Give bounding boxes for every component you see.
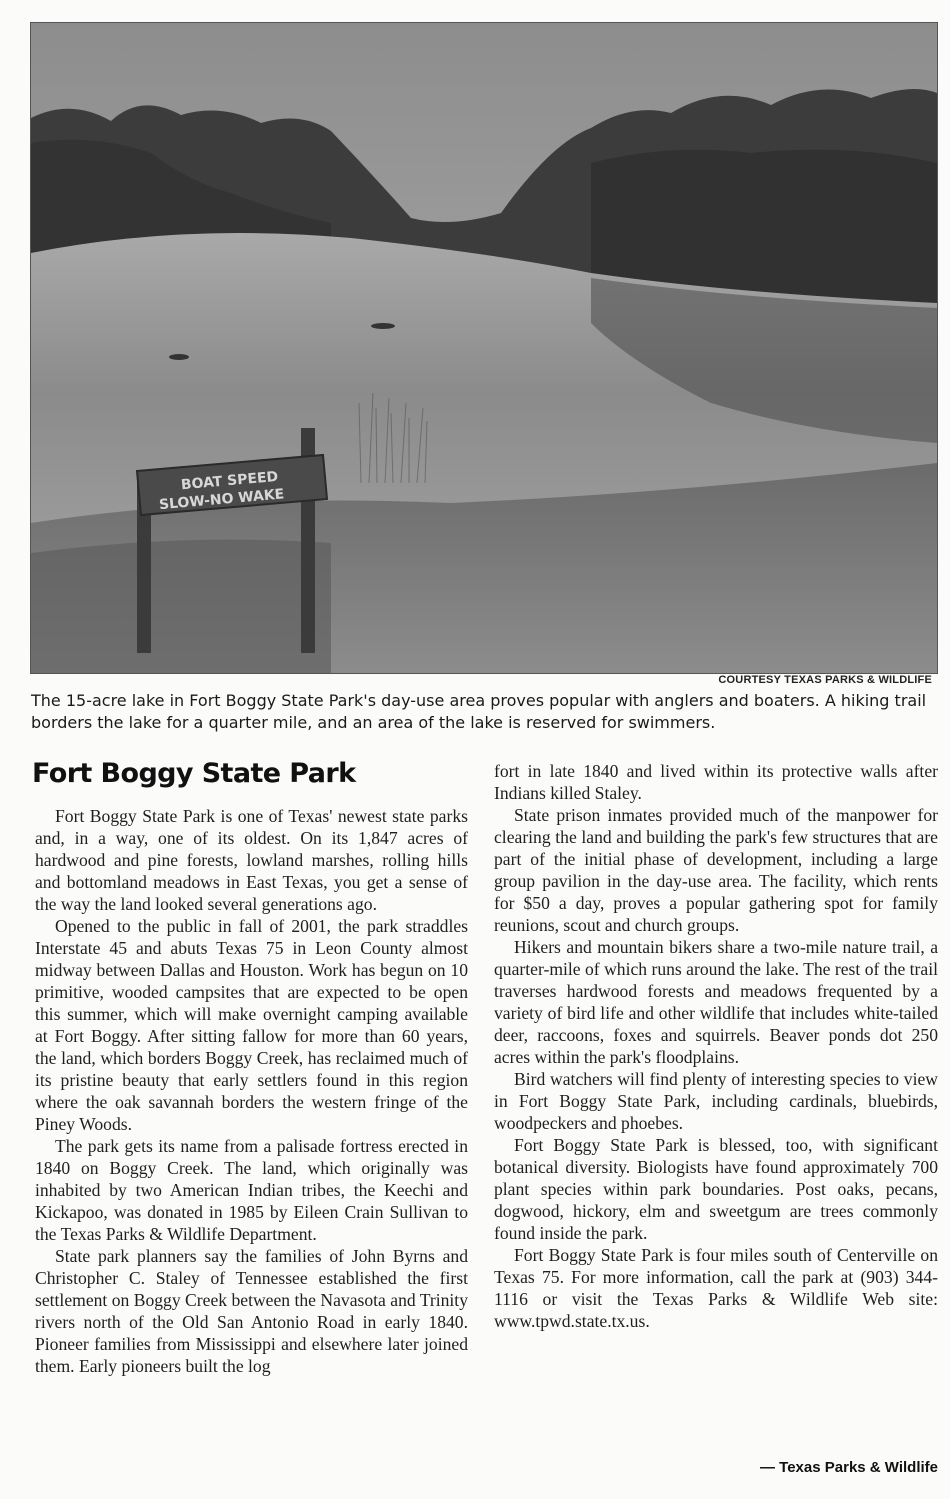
article-paragraph: Fort Boggy State Park is one of Texas' newest state parks and, in a way, one of its oldest. On its 1,847 acres of hardwood and pine forests, lowland marshes, rolling hills and bottomland meadows in East Texas, you get a sense of the way the land looked several generations ago.	[35, 806, 468, 914]
lake-photo	[30, 22, 938, 674]
sign-line-1: BOAT SPEED	[180, 468, 279, 494]
article-paragraph: Opened to the public in fall of 2001, the park straddles Interstate 45 and abuts Texas 75 in Leon County almost midway between Dallas and Houston. Work has begun on 10 primitive, wooded campsites that are expected to be open this summer, which will make overnight camping available at Fort Boggy. After sitting fallow for more than 60 years, the land, which borders Boggy Creek, has reclaimed much of its pristine beauty that early settlers found in this region where the oak savannah borders the western fringe of the Piney Woods.	[35, 916, 468, 1134]
photo-caption: The 15-acre lake in Fort Boggy State Park's day-use area proves popular with anglers and boaters. A hiking trail borders the lake for a quarter mile, and an area of the lake is reserved for swimmers.	[31, 691, 927, 732]
article-paragraph: The park gets its name from a palisade fortress erected in 1840 on Boggy Creek. The land, which originally was inhabited by two American Indian tribes, the Keechi and Kickapoo, was donated in 1985 by Eileen Crain Sullivan to the Texas Parks & Wildlife Department.	[35, 1136, 468, 1244]
sign-line-2: SLOW-NO WAKE	[158, 486, 285, 514]
lake-photo-illustration	[31, 23, 937, 673]
article-paragraph: Fort Boggy State Park is blessed, too, with significant botanical diversity. Biologists have found approximately 700 plant species within park boundaries. Post oaks, pecans, dogwood, hickory, elm and sweetgum are trees commonly found inside the park.	[494, 1135, 938, 1243]
article-headline: Fort Boggy State Park	[32, 758, 356, 789]
duck	[169, 354, 189, 360]
article-column-right	[494, 760, 938, 1332]
article-column-left	[35, 805, 468, 1377]
duck	[371, 323, 395, 329]
article-paragraph: Fort Boggy State Park is four miles south of Centerville on Texas 75. For more information, call the park at (903) 344-1116 or visit the Texas Parks & Wildlife Web site: www.tpwd.state.tx.us.	[494, 1245, 938, 1331]
article-byline: — Texas Parks & Wildlife	[760, 1459, 938, 1476]
article-paragraph: Bird watchers will find plenty of interesting species to view in Fort Boggy State Park, including cardinals, bluebirds, woodpeckers and phoebes.	[494, 1069, 938, 1133]
article-paragraph: State park planners say the families of John Byrns and Christopher C. Staley of Tennessee established the first settlement on Boggy Creek between the Navasota and Trinity rivers north of the Old San Antonio Road in early 1840. Pioneer families from Mississippi and elsewhere later joined them. Early pioneers built the log	[35, 1246, 468, 1376]
article-paragraph-continued: fort in late 1840 and lived within its protective walls after Indians killed Staley.	[494, 761, 938, 803]
photo-credit: COURTESY TEXAS PARKS & WILDLIFE	[718, 674, 932, 686]
article-paragraph: State prison inmates provided much of the manpower for clearing the land and building the park's few structures that are part of the initial phase of development, including a large group pavilion in the day-use area. The facility, which rents for $50 a day, proves a popular gathering spot for family reunions, scout and church groups.	[494, 805, 938, 935]
article-paragraph: Hikers and mountain bikers share a two-mile nature trail, a quarter-mile of which runs around the lake. The rest of the trail traverses hardwood forests and meadows frequented by a variety of bird life and other wildlife that includes white-tailed deer, raccoons, foxes and squirrels. Beaver ponds dot 250 acres within the park's floodplains.	[494, 937, 938, 1067]
